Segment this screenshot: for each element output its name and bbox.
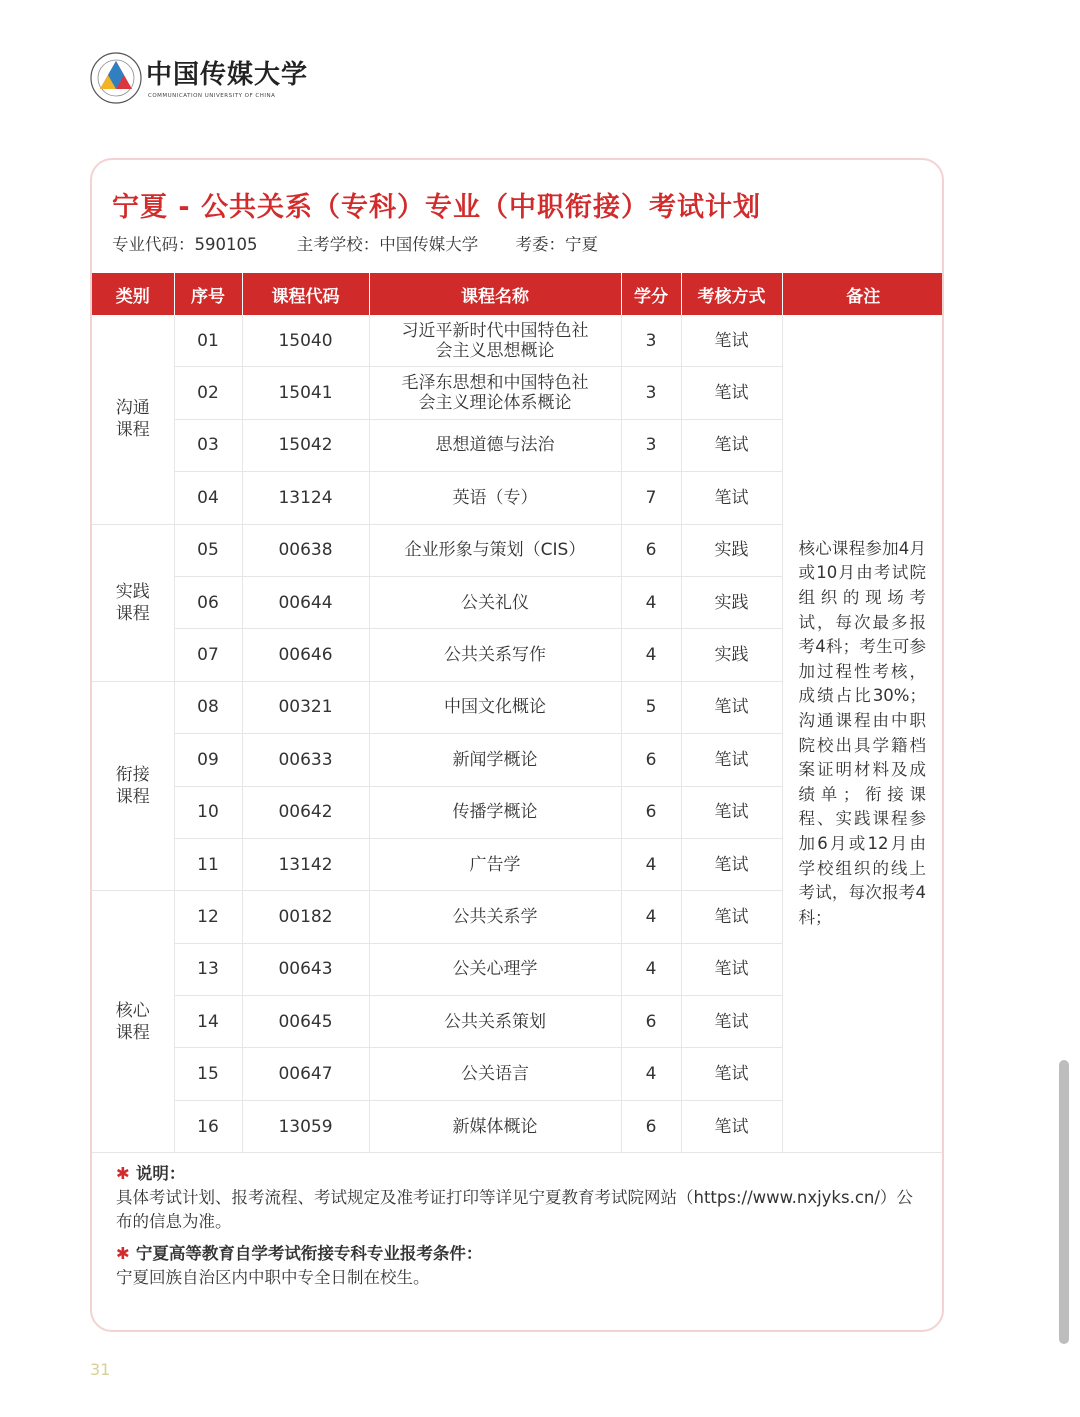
course-name-cell: 毛泽东思想和中国特色社会主义理论体系概论 [369, 367, 621, 419]
course-code-cell: 13059 [242, 1100, 369, 1152]
number-cell: 06 [174, 576, 242, 628]
notes-section [116, 1162, 916, 1290]
course-name-cell: 公共关系学 [369, 891, 621, 943]
number-cell: 08 [174, 681, 242, 733]
course-code-cell: 00633 [242, 734, 369, 786]
note-heading: ✱ 说明： [116, 1164, 186, 1183]
major-code: 专业代码：590105 [112, 235, 258, 254]
university-emblem-icon [90, 52, 142, 104]
exam-method-cell: 实践 [681, 629, 782, 681]
university-name: 中国传媒大学 [146, 60, 309, 90]
exam-method-cell: 笔试 [681, 681, 782, 733]
credit-cell: 6 [621, 524, 681, 576]
credit-cell: 6 [621, 734, 681, 786]
course-name-cell: 公共关系写作 [369, 629, 621, 681]
course-code-cell: 00638 [242, 524, 369, 576]
number-cell: 11 [174, 838, 242, 890]
course-name-cell: 传播学概论 [369, 786, 621, 838]
category-cell: 核心课程 [92, 891, 174, 1153]
column-header-course-name: 课程名称 [369, 273, 621, 315]
exam-method-cell: 笔试 [681, 734, 782, 786]
course-code-cell: 00182 [242, 891, 369, 943]
course-name-cell: 公关心理学 [369, 943, 621, 995]
exam-method-cell: 笔试 [681, 838, 782, 890]
column-header-number: 序号 [174, 273, 242, 315]
credit-cell: 3 [621, 419, 681, 471]
scrollbar-thumb[interactable] [1059, 1060, 1069, 1344]
credit-cell: 4 [621, 1048, 681, 1100]
exam-method-cell: 笔试 [681, 1100, 782, 1152]
course-code-cell: 13142 [242, 838, 369, 890]
credit-cell: 4 [621, 629, 681, 681]
remark-cell: 核心课程参加4月或10月由考试院组织的现场考试，每次最多报考4科；考生可参加过程性考核，成绩占比30%；沟通课程由中职院校出具学籍档案证明材料及成绩单；衔接课程、实践课程参加6月或12月由学校组织的线上考试，每次报考4科； [782, 315, 944, 1153]
credit-cell: 4 [621, 576, 681, 628]
credit-cell: 6 [621, 996, 681, 1048]
exam-method-cell: 笔试 [681, 315, 782, 367]
course-name-cell: 思想道德与法治 [369, 419, 621, 471]
category-cell: 实践课程 [92, 524, 174, 681]
course-code-cell: 15041 [242, 367, 369, 419]
course-code-cell: 00644 [242, 576, 369, 628]
course-name-cell: 英语（专） [369, 472, 621, 524]
course-code-cell: 00646 [242, 629, 369, 681]
exam-method-cell: 笔试 [681, 367, 782, 419]
exam-method-cell: 笔试 [681, 996, 782, 1048]
number-cell: 07 [174, 629, 242, 681]
course-name-cell: 习近平新时代中国特色社会主义思想概论 [369, 315, 621, 367]
column-header-remark: 备注 [782, 273, 944, 315]
column-header-category: 类别 [92, 273, 174, 315]
number-cell: 09 [174, 734, 242, 786]
exam-plan-card [90, 158, 944, 1332]
course-code-cell: 00647 [242, 1048, 369, 1100]
exam-method-cell: 笔试 [681, 891, 782, 943]
page-title: 宁夏 - 公共关系（专科）专业（中职衔接）考试计划 [112, 192, 762, 223]
number-cell: 02 [174, 367, 242, 419]
number-cell: 13 [174, 943, 242, 995]
course-name-cell: 企业形象与策划（CIS） [369, 524, 621, 576]
exam-method-cell: 笔试 [681, 472, 782, 524]
exam-method-cell: 笔试 [681, 419, 782, 471]
note-text: 具体考试计划、报考流程、考试规定及准考证打印等详见宁夏教育考试院网站（https://www.nxjyks.cn/）公布的信息为准。 [116, 1188, 913, 1231]
note-heading: ✱ 宁夏高等教育自学考试衔接专科专业报考条件： [116, 1244, 483, 1263]
course-code-cell: 00645 [242, 996, 369, 1048]
number-cell: 14 [174, 996, 242, 1048]
course-name-cell: 广告学 [369, 838, 621, 890]
credit-cell: 4 [621, 943, 681, 995]
course-name-cell: 新闻学概论 [369, 734, 621, 786]
column-header-credit: 学分 [621, 273, 681, 315]
note-text: 宁夏回族自治区内中职中专全日制在校生。 [116, 1268, 430, 1287]
category-cell: 沟通课程 [92, 315, 174, 524]
course-code-cell: 13124 [242, 472, 369, 524]
credit-cell: 6 [621, 1100, 681, 1152]
credit-cell: 5 [621, 681, 681, 733]
university-name-english: COMMUNICATION UNIVERSITY OF CHINA [148, 93, 276, 99]
number-cell: 04 [174, 472, 242, 524]
number-cell: 01 [174, 315, 242, 367]
table-header-row [92, 273, 944, 315]
course-name-cell: 公关语言 [369, 1048, 621, 1100]
credit-cell: 4 [621, 838, 681, 890]
course-code-cell: 00642 [242, 786, 369, 838]
table-row [92, 315, 944, 367]
number-cell: 15 [174, 1048, 242, 1100]
credit-cell: 4 [621, 891, 681, 943]
course-name-cell: 公关礼仪 [369, 576, 621, 628]
number-cell: 03 [174, 419, 242, 471]
course-name-cell: 中国文化概论 [369, 681, 621, 733]
course-code-cell: 00321 [242, 681, 369, 733]
exam-method-cell: 实践 [681, 576, 782, 628]
number-cell: 16 [174, 1100, 242, 1152]
number-cell: 12 [174, 891, 242, 943]
exam-method-cell: 笔试 [681, 786, 782, 838]
credit-cell: 3 [621, 367, 681, 419]
category-cell: 衔接课程 [92, 681, 174, 891]
credit-cell: 3 [621, 315, 681, 367]
exam-committee: 考委：宁夏 [515, 235, 598, 254]
number-cell: 10 [174, 786, 242, 838]
exam-method-cell: 笔试 [681, 1048, 782, 1100]
course-name-cell: 公共关系策划 [369, 996, 621, 1048]
number-cell: 05 [174, 524, 242, 576]
column-header-course-code: 课程代码 [242, 273, 369, 315]
course-code-cell: 15042 [242, 419, 369, 471]
main-school: 主考学校：中国传媒大学 [296, 235, 479, 254]
page-number: 31 [90, 1360, 111, 1379]
course-code-cell: 15040 [242, 315, 369, 367]
star-icon: ✱ [116, 1164, 130, 1183]
exam-method-cell: 实践 [681, 524, 782, 576]
university-logo [90, 52, 309, 108]
credit-cell: 7 [621, 472, 681, 524]
column-header-exam-method: 考核方式 [681, 273, 782, 315]
credit-cell: 6 [621, 786, 681, 838]
course-code-cell: 00643 [242, 943, 369, 995]
course-name-cell: 新媒体概论 [369, 1100, 621, 1152]
star-icon: ✱ [116, 1244, 130, 1263]
plan-meta [112, 233, 598, 257]
exam-method-cell: 笔试 [681, 943, 782, 995]
exam-plan-table [92, 273, 944, 1153]
